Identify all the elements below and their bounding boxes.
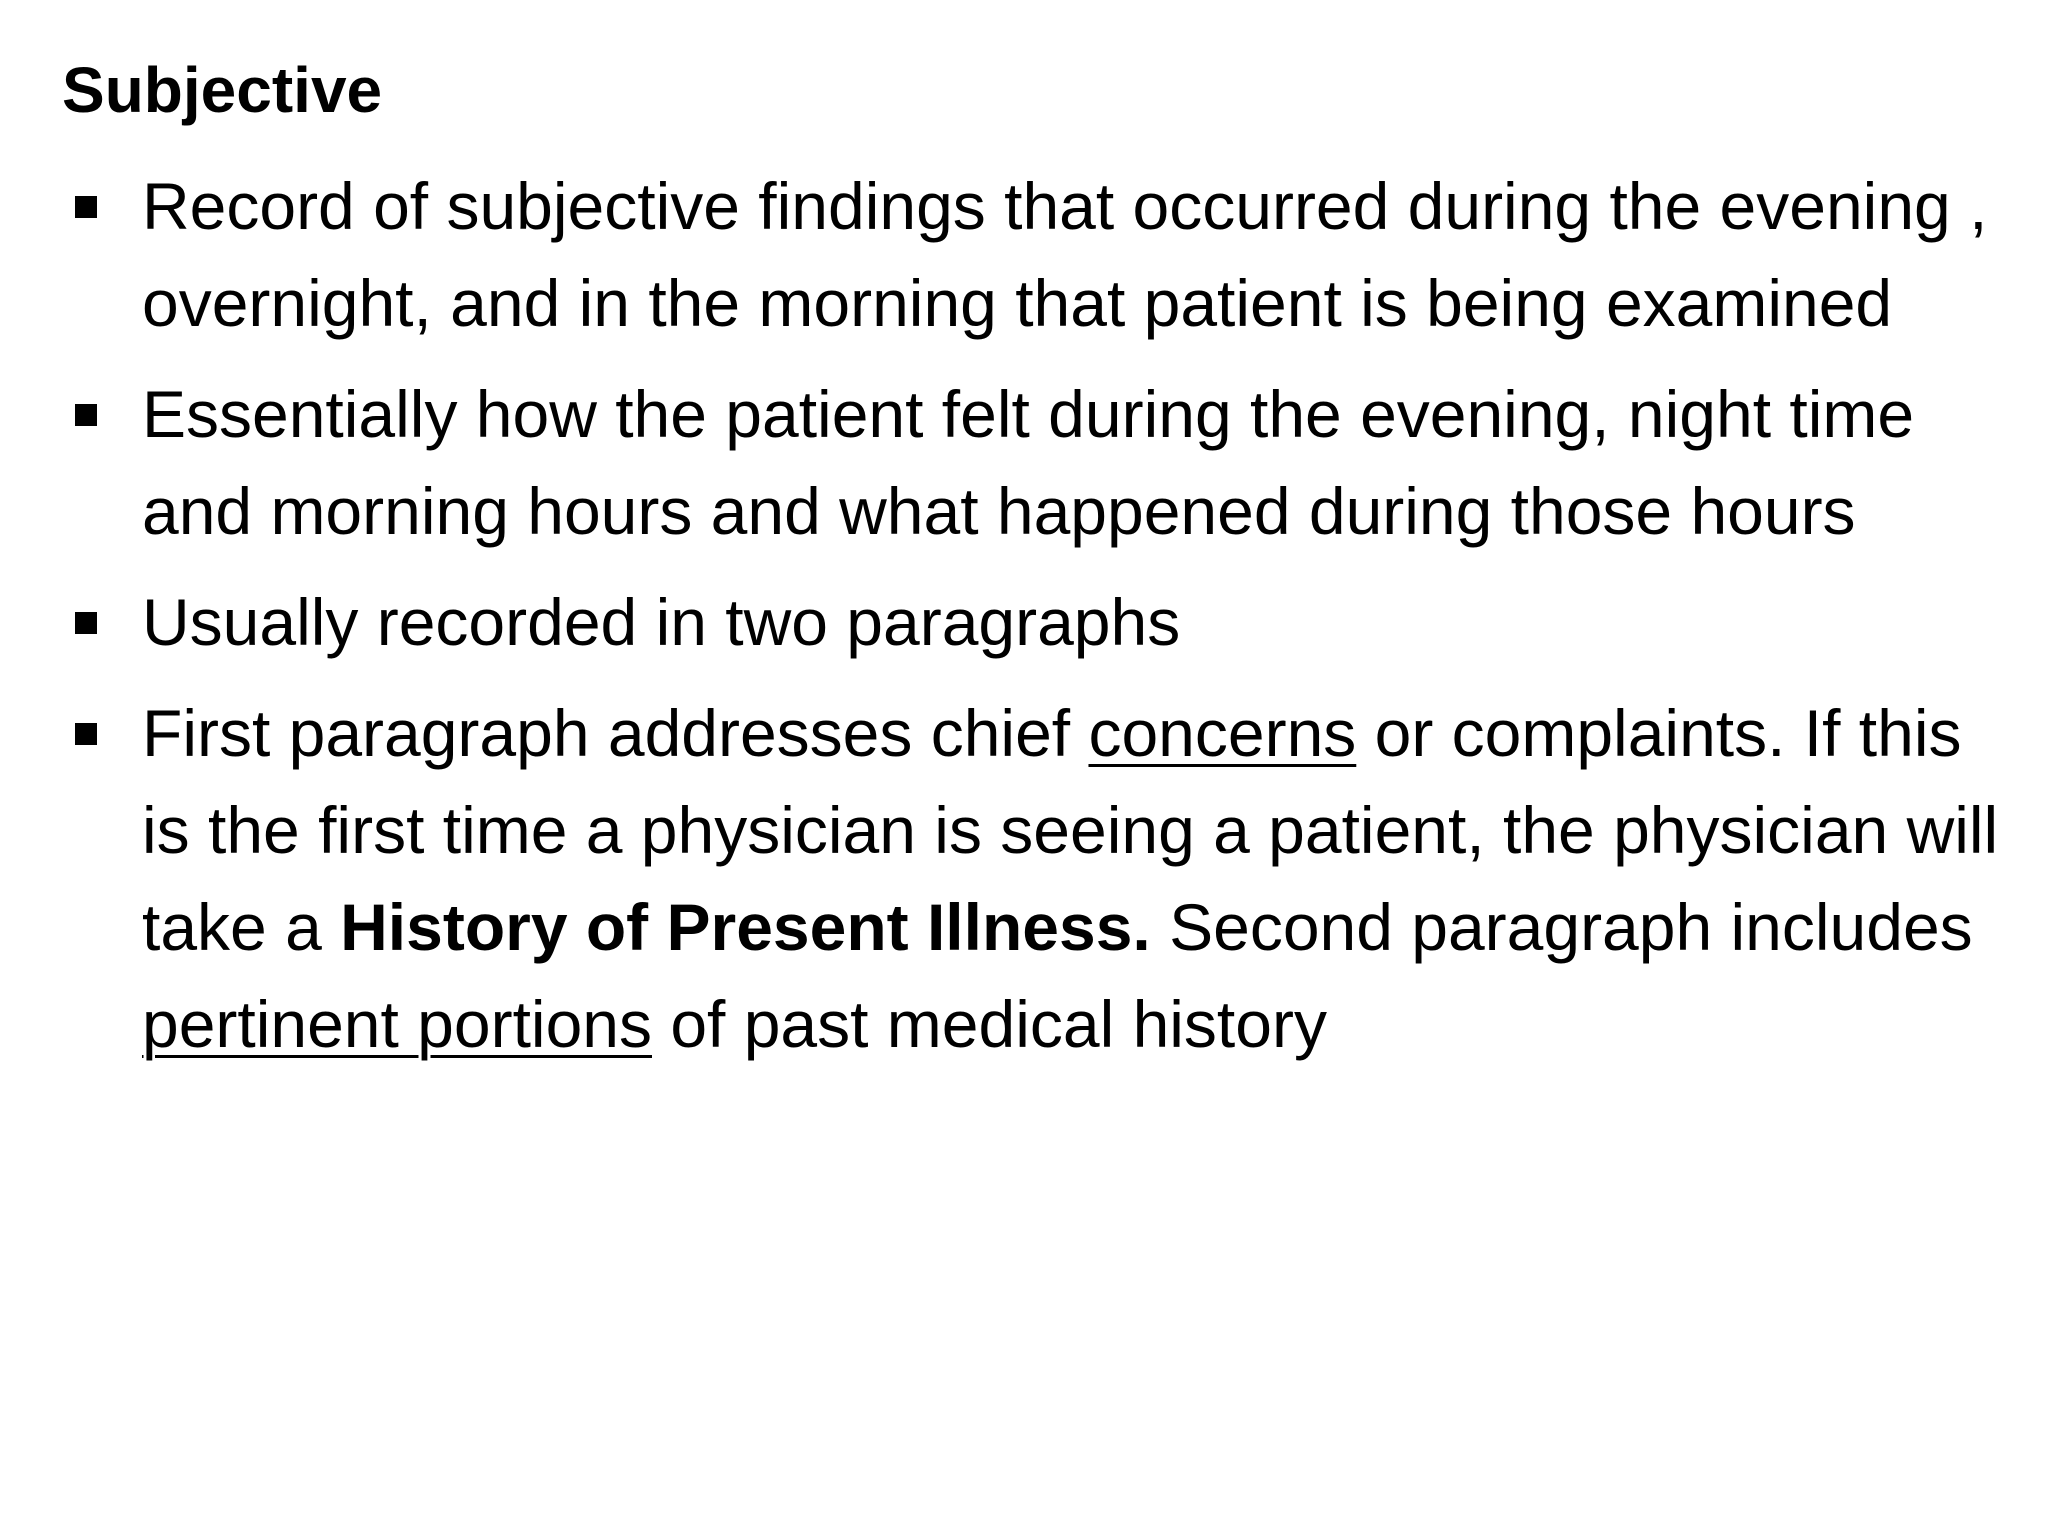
underlined-term: concerns [1088, 696, 1357, 770]
bullet-text: Usually recorded in two paragraphs [142, 585, 1181, 659]
bullet-text-part: of past medical history [652, 987, 1327, 1061]
bullet-item [62, 574, 2012, 671]
bullet-item [62, 158, 2012, 352]
bullet-item [62, 366, 2012, 560]
slide-heading: Subjective [62, 54, 383, 126]
square-bullet-icon [75, 723, 97, 745]
bullet-list [62, 158, 2012, 1087]
bullet-text-part: or complaints. If this is the first time a physician is seeing a patient, the physician will take a [142, 696, 1999, 964]
underlined-term: pertinent portions [142, 987, 652, 1061]
square-bullet-icon [75, 196, 97, 218]
bold-term: History of Present Illness. [340, 890, 1151, 964]
square-bullet-icon [75, 612, 97, 634]
bullet-item [62, 685, 2012, 1073]
square-bullet-icon [75, 404, 97, 426]
bullet-text: Essentially how the patient felt during the evening, night time and morning hours and what happened during those hours [142, 377, 1915, 548]
bullet-text-part: First paragraph addresses chief [142, 696, 1089, 770]
bullet-text: Record of subjective findings that occurred during the evening , overnight, and in the morning that patient is being examined [142, 169, 1988, 340]
bullet-text-part: Second paragraph includes [1150, 890, 1973, 964]
